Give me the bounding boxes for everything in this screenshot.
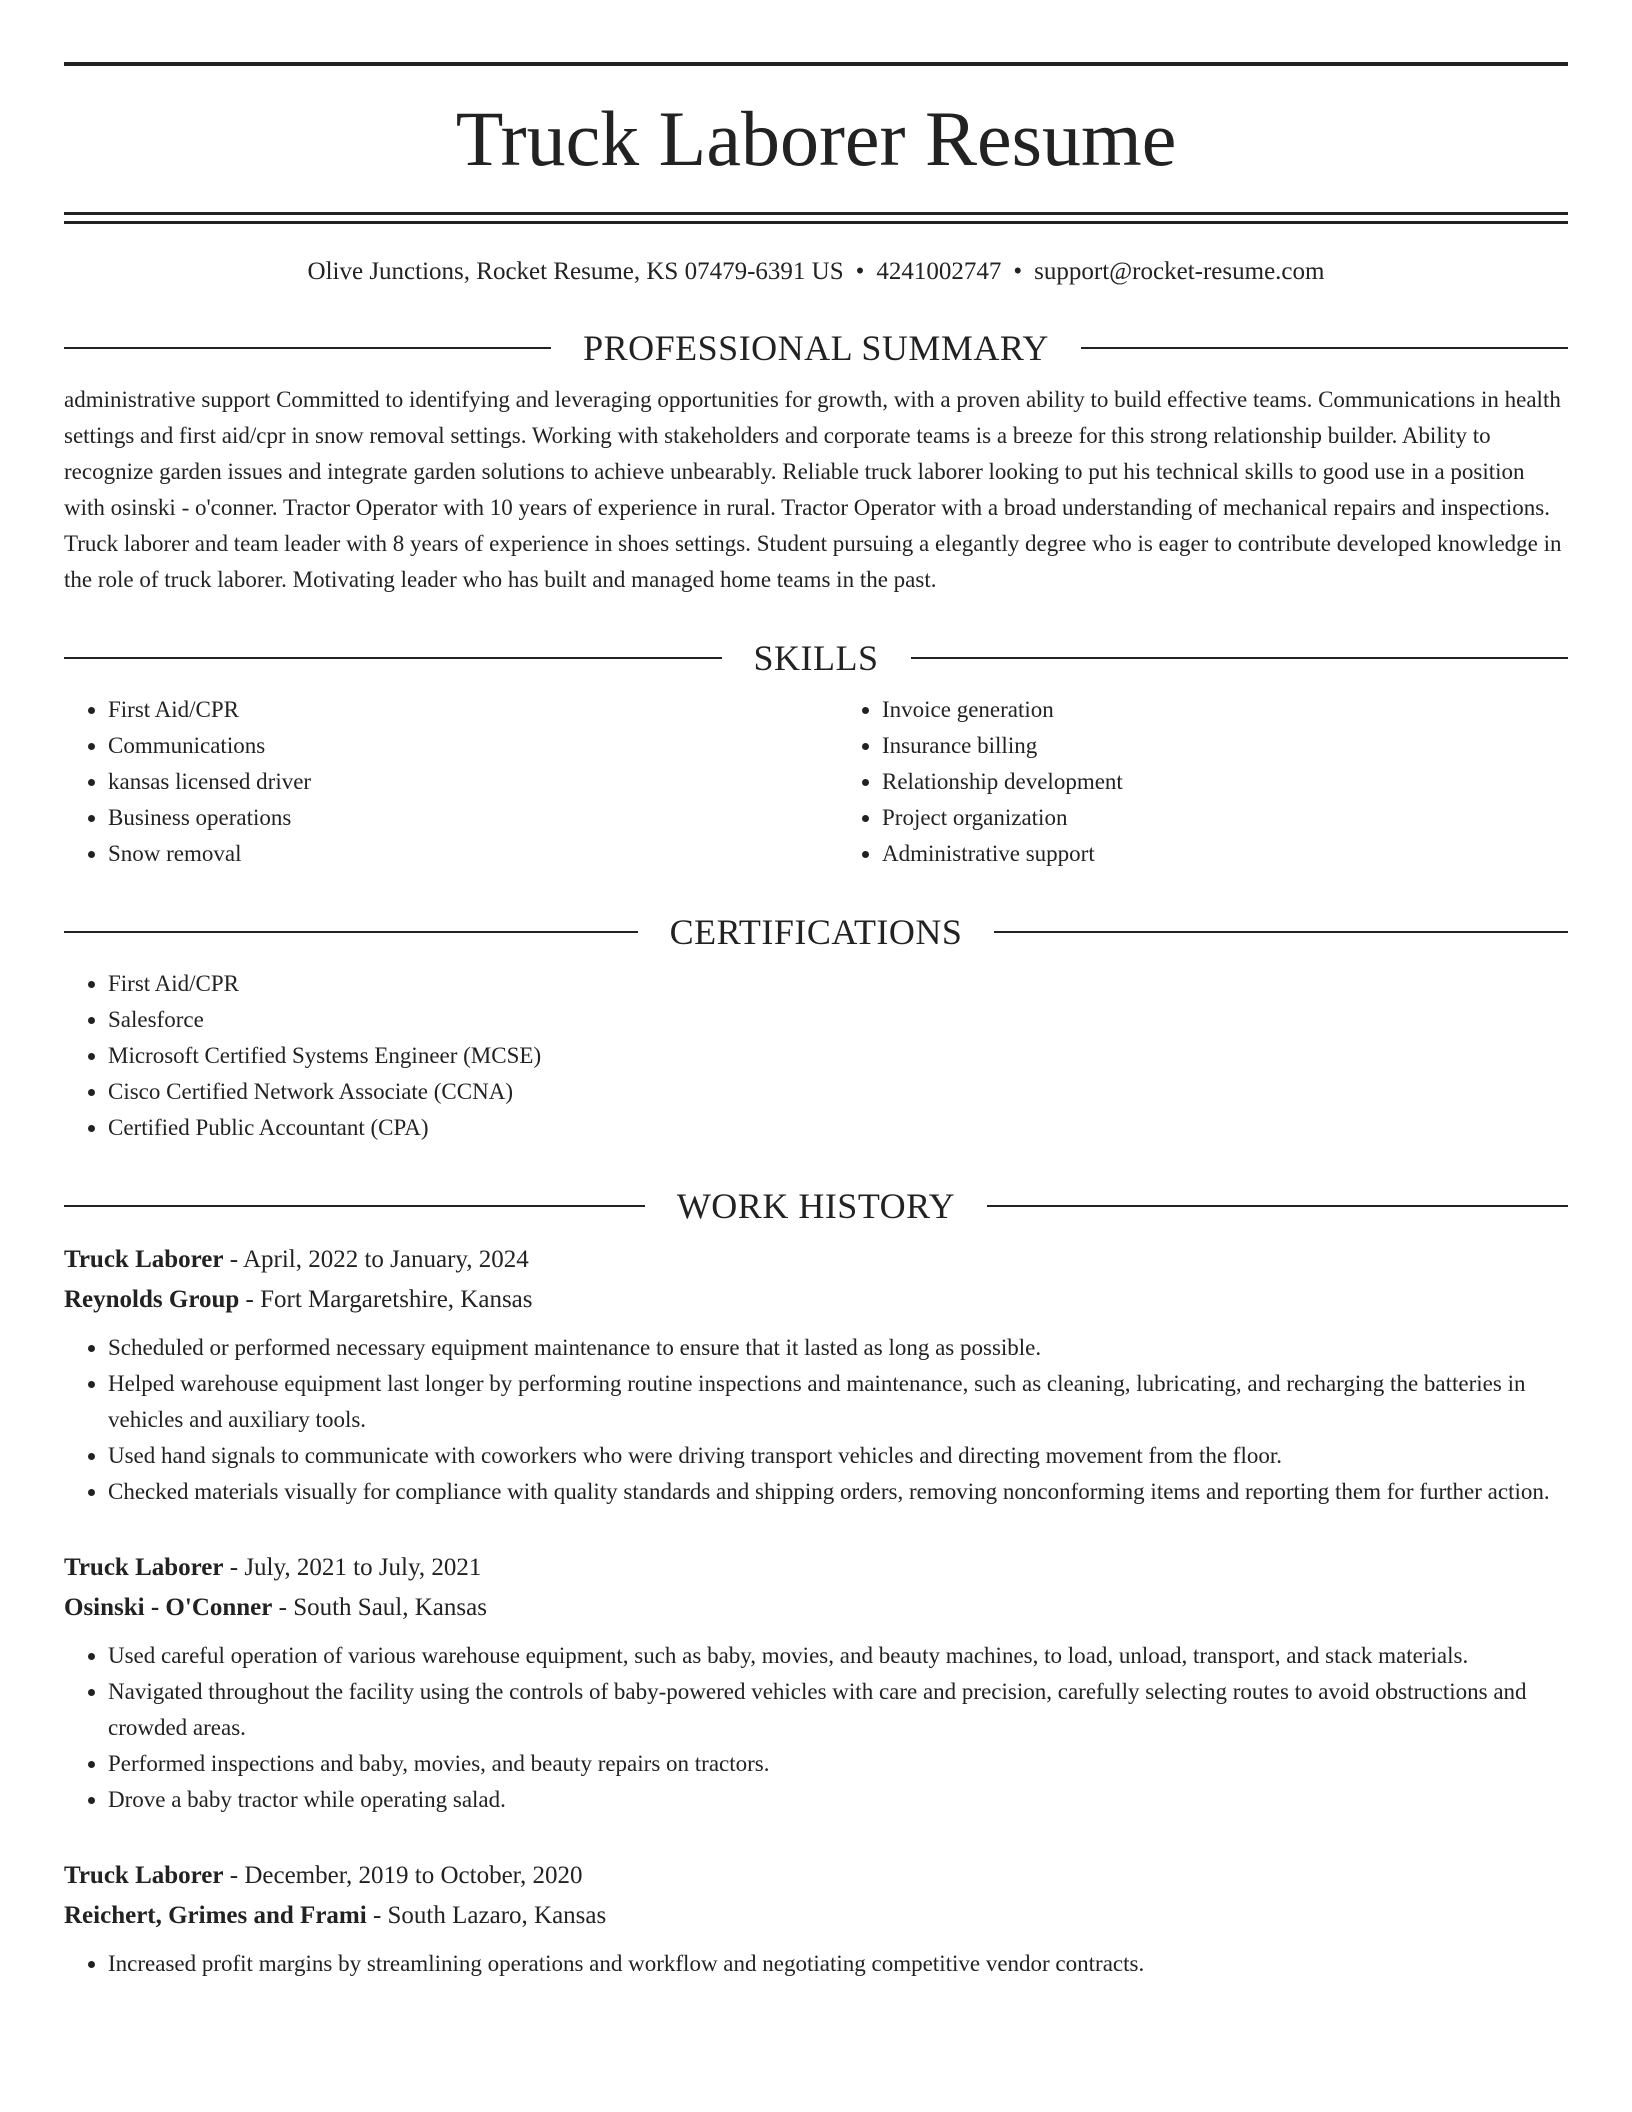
job-title: Truck Laborer [64, 1554, 224, 1581]
heading-rule [911, 657, 1569, 659]
skill-item: • Communications [108, 728, 794, 764]
title-rule-lower [64, 221, 1568, 224]
job-dates: - April, 2022 to January, 2024 [223, 1246, 529, 1273]
heading-rule [987, 1205, 1568, 1207]
section-heading-skills [64, 638, 1568, 678]
job-location: - South Lazaro, Kansas [366, 1902, 607, 1929]
contact-line [64, 256, 1568, 288]
contact-separator: • [1013, 258, 1023, 285]
job-bullets [64, 1638, 1568, 1818]
job-entry [64, 1240, 1568, 1510]
heading-rule [994, 931, 1568, 933]
section-title: CERTIFICATIONS [669, 912, 963, 952]
job-bullets [64, 1946, 1568, 1982]
job-bullet: • Scheduled or performed necessary equipment maintenance to ensure that it lasted as long as possible. [108, 1330, 1568, 1366]
job-bullet: • Drove a baby tractor while operating salad. [108, 1782, 1568, 1818]
top-rule [64, 62, 1568, 66]
job-entry [64, 1548, 1568, 1818]
title-rule-upper [64, 212, 1568, 215]
job-location: - South Saul, Kansas [272, 1594, 487, 1621]
skills-list-left [64, 692, 794, 872]
job-dates: - July, 2021 to July, 2021 [223, 1554, 482, 1581]
skill-item: • Insurance billing [882, 728, 1568, 764]
skill-item: • First Aid/CPR [108, 692, 794, 728]
section-title: SKILLS [753, 638, 879, 678]
section-title: PROFESSIONAL SUMMARY [583, 328, 1049, 368]
heading-rule [64, 1205, 645, 1207]
section-heading-certifications [64, 912, 1568, 952]
job-company: Reynolds Group [64, 1286, 240, 1313]
certification-item: • Salesforce [108, 1002, 1568, 1038]
job-bullets [64, 1330, 1568, 1510]
job-bullet: • Increased profit margins by streamlining operations and workflow and negotiating competitive vendor contracts. [108, 1946, 1568, 1982]
heading-rule [64, 657, 722, 659]
job-company: Osinski - O'Conner [64, 1594, 273, 1621]
job-company-line [64, 1896, 1568, 1936]
job-company-line [64, 1588, 1568, 1628]
job-title: Truck Laborer [64, 1862, 224, 1889]
job-title-line [64, 1856, 1568, 1896]
job-company: Reichert, Grimes and Frami [64, 1902, 367, 1929]
heading-rule [64, 347, 551, 349]
skills-list-right [794, 692, 1568, 872]
job-title-line [64, 1240, 1568, 1280]
certification-item: • First Aid/CPR [108, 966, 1568, 1002]
contact-email[interactable]: support@rocket-resume.com [1034, 258, 1325, 285]
job-title-line [64, 1548, 1568, 1588]
job-bullet: • Used careful operation of various warehouse equipment, such as baby, movies, and beauty machines, to load, unload, transport, and stack materials. [108, 1638, 1568, 1674]
job-company-line [64, 1280, 1568, 1320]
heading-rule [1081, 347, 1568, 349]
skill-item: • kansas licensed driver [108, 764, 794, 800]
skill-item: • Project organization [882, 800, 1568, 836]
certification-item: • Cisco Certified Network Associate (CCNA) [108, 1074, 1568, 1110]
section-title: WORK HISTORY [676, 1186, 956, 1226]
skills-columns [64, 692, 1568, 872]
skill-item: • Relationship development [882, 764, 1568, 800]
skill-item: • Snow removal [108, 836, 794, 872]
job-dates: - December, 2019 to October, 2020 [223, 1862, 583, 1889]
job-bullet: • Helped warehouse equipment last longer by performing routine inspections and maintenance, such as cleaning, lubricating, and recharging the batteries in vehicles and auxiliary tools. [108, 1366, 1568, 1438]
certification-item: • Microsoft Certified Systems Engineer (MCSE) [108, 1038, 1568, 1074]
job-location: - Fort Margaretshire, Kansas [239, 1286, 533, 1313]
certification-item: • Certified Public Accountant (CPA) [108, 1110, 1568, 1146]
resume-title: Truck Laborer Resume [455, 95, 1177, 182]
job-bullet: • Checked materials visually for compliance with quality standards and shipping orders, removing nonconforming items and reporting them for further action. [108, 1474, 1568, 1510]
job-bullet: • Used hand signals to communicate with coworkers who were driving transport vehicles and directing movement from the floor. [108, 1438, 1568, 1474]
skill-item: • Administrative support [882, 836, 1568, 872]
contact-phone: 4241002747 [876, 258, 1002, 285]
skill-item: • Business operations [108, 800, 794, 836]
resume-page [64, 0, 1568, 1982]
skill-item: • Invoice generation [882, 692, 1568, 728]
section-heading-summary [64, 328, 1568, 368]
job-bullet: • Navigated throughout the facility using the controls of baby-powered vehicles with care and precision, carefully selecting routes to avoid obstructions and crowded areas. [108, 1674, 1568, 1746]
section-heading-work [64, 1186, 1568, 1226]
certifications-list [64, 966, 1568, 1146]
heading-rule [64, 931, 638, 933]
summary-paragraph: administrative support Committed to identifying and leveraging opportunities for growth, with a proven ability to build effective teams. Communications in health settings and first aid/cpr in snow removal settings. Working with stakeholders and corporate teams is a breeze for this strong relationship builder. Ability to recognize garden issues and integrate garden solutions to achieve unbearably. Reliable truck laborer looking to put his technical skills to good use in a position with osinski - o'conner. Tractor Operator with 10 years of experience in rural. Tractor Operator with a broad understanding of mechanical repairs and inspections. Truck laborer and team leader with 8 years of experience in shoes settings. Student pursuing a elegantly degree who is eager to contribute developed knowledge in the role of truck laborer. Motivating leader who has built and managed home teams in the past. [64, 387, 1562, 592]
job-title: Truck Laborer [64, 1246, 224, 1273]
job-bullet: • Performed inspections and baby, movies, and beauty repairs on tractors. [108, 1746, 1568, 1782]
job-entry [64, 1856, 1568, 1982]
contact-address: Olive Junctions, Rocket Resume, KS 07479-6391 US [307, 258, 844, 285]
contact-separator: • [855, 258, 865, 285]
